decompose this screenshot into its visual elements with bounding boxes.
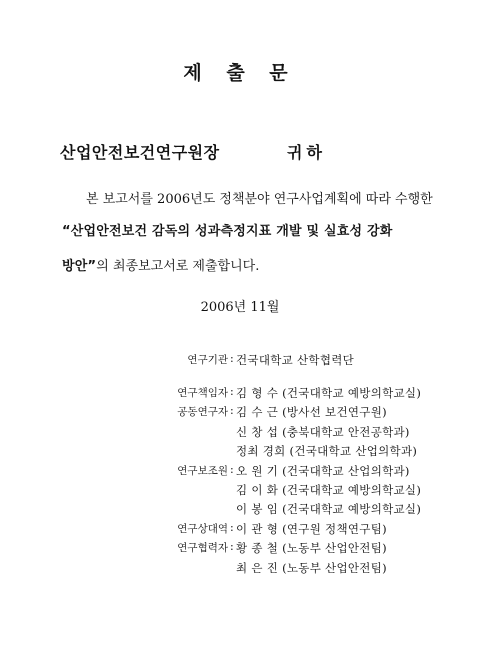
staff-row [0,482,480,500]
submission-date: 2006년 11월 [200,300,280,315]
staff-person: 김 수 근 (방사선 보건연구원) [236,405,387,420]
org-label: 연구기관 [187,354,228,366]
staff-row [0,443,480,461]
staff-person: 신 창 섭 (충북대학교 안전공학과) [236,424,410,439]
staff-person: 이 봉 임 (건국대학교 예방의학교실) [236,502,422,517]
report-title-line: “산업안전보건 감독의 성과측정지표 개발 및 실효성 강화 [62,224,393,239]
staff-person: 최 은 진 (노동부 산업안전팀) [236,560,387,575]
staff-row [0,385,480,403]
document-title: 제 출 문 [183,62,297,84]
staff-person: 오 원 기 (건국대학교 산업의학과) [236,463,410,478]
staff-person: 황 종 철 (노동부 산업안전팀) [236,541,387,556]
org-separator: : [230,352,234,365]
recipient-name: 산업안전보건연구원장 [60,143,220,162]
org-value: 건국대학교 산학협력단 [236,353,355,367]
submission-text: 의 최종보고서로 제출합니다. [96,259,260,274]
staff-person: 김 형 수 (건국대학교 예방의학교실) [236,386,422,400]
staff-role: 공동연구자 [177,406,228,419]
staff-separator: : [230,520,234,534]
staff-row [0,521,480,539]
honorific: 귀하 [287,143,326,162]
staff-role: 연구보조원 [177,464,228,477]
staff-row [0,540,480,558]
body-line-1: 본 보고서를 2006년도 정책분야 연구사업계획에 따라 수행한 [86,192,433,207]
staff-role: 연구책임자 [177,387,228,399]
report-title-end: 방안” [62,259,97,274]
staff-row [0,424,480,442]
staff-row [0,463,480,481]
staff-person: 이 관 형 (연구원 정책연구팀) [236,521,387,536]
org-row [0,352,480,370]
staff-row [0,560,480,578]
staff-person: 김 이 화 (건국대학교 예방의학교실) [236,483,422,497]
staff-person: 정최 경희 (건국대학교 산업의학과) [236,444,418,459]
body-line-3 [62,255,259,274]
staff-separator: : [230,404,234,418]
staff-row [0,404,480,422]
staff-separator: : [230,462,234,476]
staff-row [0,501,480,519]
staff-separator: : [230,540,234,554]
staff-role: 연구협력자 [177,542,228,555]
staff-role: 연구상대역 [177,522,228,535]
staff-separator: : [230,385,234,398]
